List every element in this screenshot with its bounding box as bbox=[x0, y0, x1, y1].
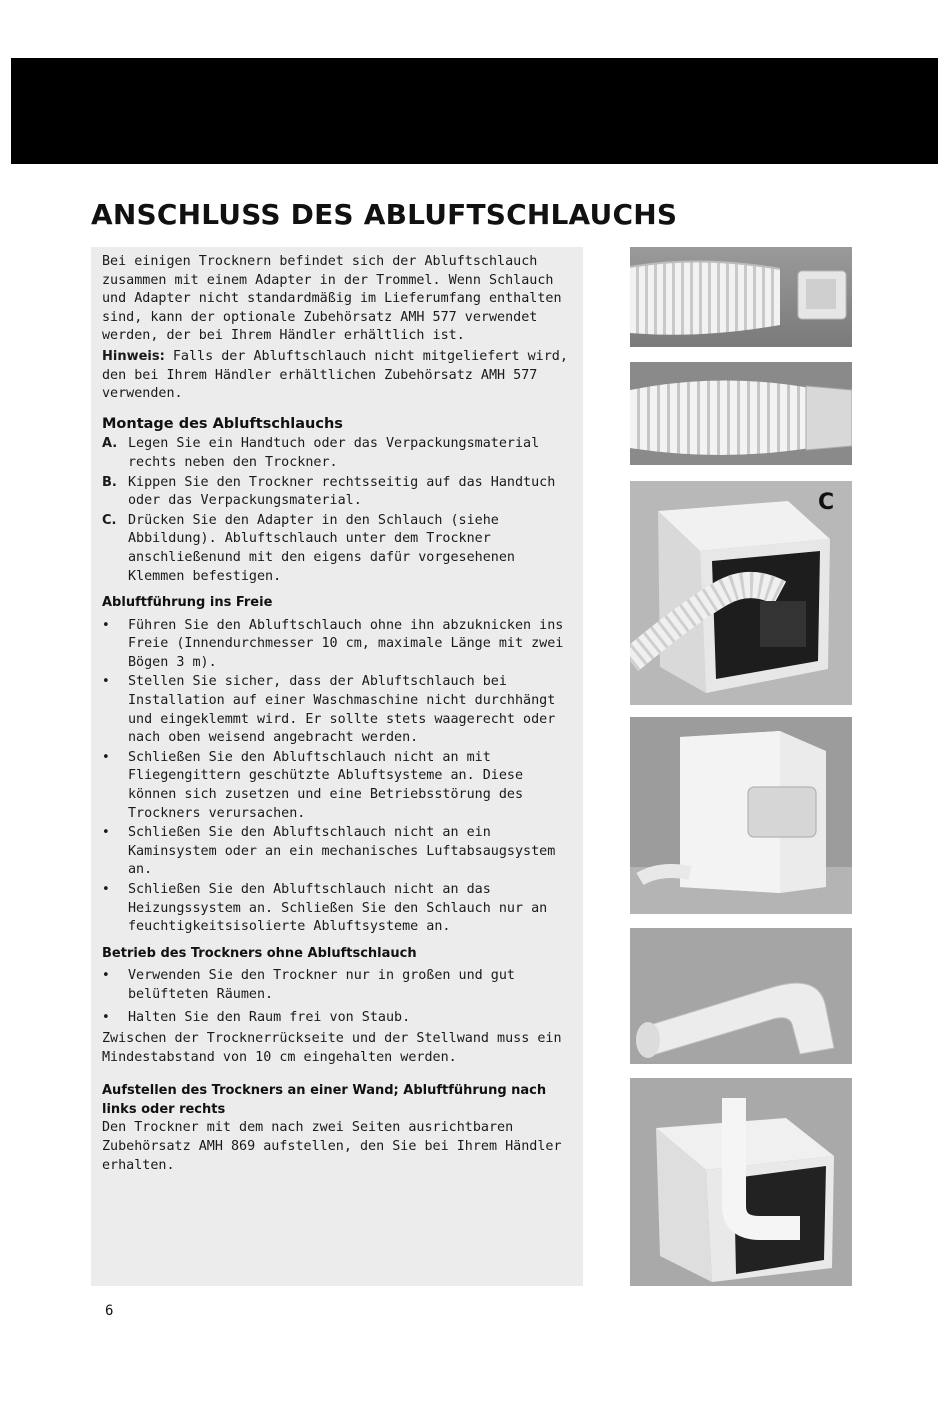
hose-adapter-photo bbox=[630, 247, 852, 347]
list-item bbox=[102, 512, 573, 586]
hose-with-adapter-photo bbox=[630, 362, 852, 465]
wall-heading: Aufstellen des Trockners an einer Wand; Abluftführung nach links oder rechts bbox=[102, 1083, 547, 1118]
outdoor-heading: Abluftführung ins Freie bbox=[102, 595, 273, 611]
bullet-icon: • bbox=[102, 882, 110, 897]
bullet-text: Schließen Sie den Abluftschlauch nicht an mit Fliegengittern geschützte Abluftsysteme an. Diese können sich zusetzen und eine Betriebsstörung des Trockners verursachen. bbox=[128, 749, 524, 821]
step-marker: B. bbox=[102, 474, 117, 490]
list-item bbox=[102, 474, 573, 511]
outdoor-list bbox=[102, 617, 573, 937]
list-item bbox=[102, 824, 573, 880]
note-text: Falls der Abluftschlauch nicht mitgeliefert wird, den bei Ihrem Händler erhältlichen Zubehörsatz AMH 577 verwenden. bbox=[102, 348, 568, 402]
bullet-icon: • bbox=[102, 825, 110, 841]
intro-paragraph: Bei einigen Trocknern befindet sich der Abluftschlauch zusammen mit einem Adapter in der Trommel. Wenn Schlauch und Adapter nicht standardmäßig im Lieferumfang enthalten sind, kann der optionale Zubehörsatz AMH 577 verwendet werden, der bei Ihrem Händler erhältlich ist. bbox=[102, 254, 562, 344]
montage-steps bbox=[102, 435, 573, 586]
note-paragraph bbox=[102, 348, 573, 404]
clearance-paragraph: Zwischen der Trocknerrückseite und der Stellwand muss ein Mindestabstand von 10 cm eingehalten werden. bbox=[102, 1031, 562, 1065]
wall-paragraph: Den Trockner mit dem nach zwei Seiten ausrichtbaren Zubehörsatz AMH 869 aufstellen, den Sie bei Ihrem Händler erhalten. bbox=[102, 1120, 562, 1173]
bullet-text: Schließen Sie den Abluftschlauch nicht an ein Kaminsystem oder an ein mechanisches Luftabsaugsystem an. bbox=[128, 825, 556, 878]
step-text: Drücken Sie den Adapter in den Schlauch (siehe Abbildung). Abluftschlauch unter dem Trockner anschließenund mit den eigens dafür vorgesehenen Klemmen befestigen. bbox=[128, 512, 515, 584]
note-label: Hinweis: bbox=[102, 348, 165, 364]
bullet-text: Führen Sie den Abluftschlauch ohne ihn abzuknicken ins Freie (Innendurchmesser 10 cm, maximale Länge mit zwei Bögen 3 m). bbox=[128, 617, 564, 670]
bullet-icon: • bbox=[102, 674, 110, 690]
bullet-text: Stellen Sie sicher, dass der Abluftschlauch bei Installation auf einer Waschmaschine nicht durchhängt und eingeklemmt wird. Er sollte stets waagerecht oder nach oben weisend angebracht werden. bbox=[128, 674, 556, 746]
bullet-icon: • bbox=[102, 749, 110, 765]
figure-label: C bbox=[818, 490, 835, 515]
bullet-text: Verwenden Sie den Trockner nur in großen und gut belüfteten Räumen. bbox=[128, 968, 515, 1002]
list-item bbox=[102, 673, 573, 747]
step-text: Kippen Sie den Trockner rechtsseitig auf das Handtuch oder das Verpackungsmaterial. bbox=[128, 474, 556, 509]
montage-heading: Montage des Abluftschlauchs bbox=[102, 415, 343, 432]
bullet-text: Halten Sie den Raum frei von Staub. bbox=[128, 1009, 411, 1025]
no-hose-heading: Betrieb des Trockners ohne Abluftschlauch bbox=[102, 945, 417, 961]
header-bar bbox=[11, 58, 938, 164]
list-item bbox=[102, 749, 573, 823]
page-title: ANSCHLUSS DES ABLUFTSCHLAUCHS bbox=[91, 198, 678, 231]
step-text: Legen Sie ein Handtuch oder das Verpackungsmaterial rechts neben den Trockner. bbox=[128, 436, 540, 470]
list-item bbox=[102, 617, 573, 673]
list-item bbox=[102, 435, 573, 472]
page-number: 6 bbox=[105, 1303, 114, 1319]
instructions-panel bbox=[91, 247, 583, 1286]
list-item bbox=[102, 967, 573, 1004]
dryer-standing-photo bbox=[630, 717, 852, 914]
bullet-text: Schließen Sie den Abluftschlauch nicht an das Heizungssystem an. Schließen Sie den Schlauch nur an feuchtigkeitsisolierte Abluftsysteme an. bbox=[128, 882, 548, 935]
elbow-adapter-photo bbox=[630, 928, 852, 1064]
list-item bbox=[102, 881, 573, 937]
dryer-upward-hose-photo bbox=[630, 1078, 852, 1286]
bullet-icon: • bbox=[102, 617, 110, 633]
step-marker: A. bbox=[102, 436, 118, 452]
bullet-icon: • bbox=[102, 968, 110, 984]
bullet-icon: • bbox=[102, 1009, 110, 1025]
step-marker: C. bbox=[102, 512, 117, 528]
list-item bbox=[102, 1009, 573, 1028]
no-hose-list bbox=[102, 967, 573, 1027]
